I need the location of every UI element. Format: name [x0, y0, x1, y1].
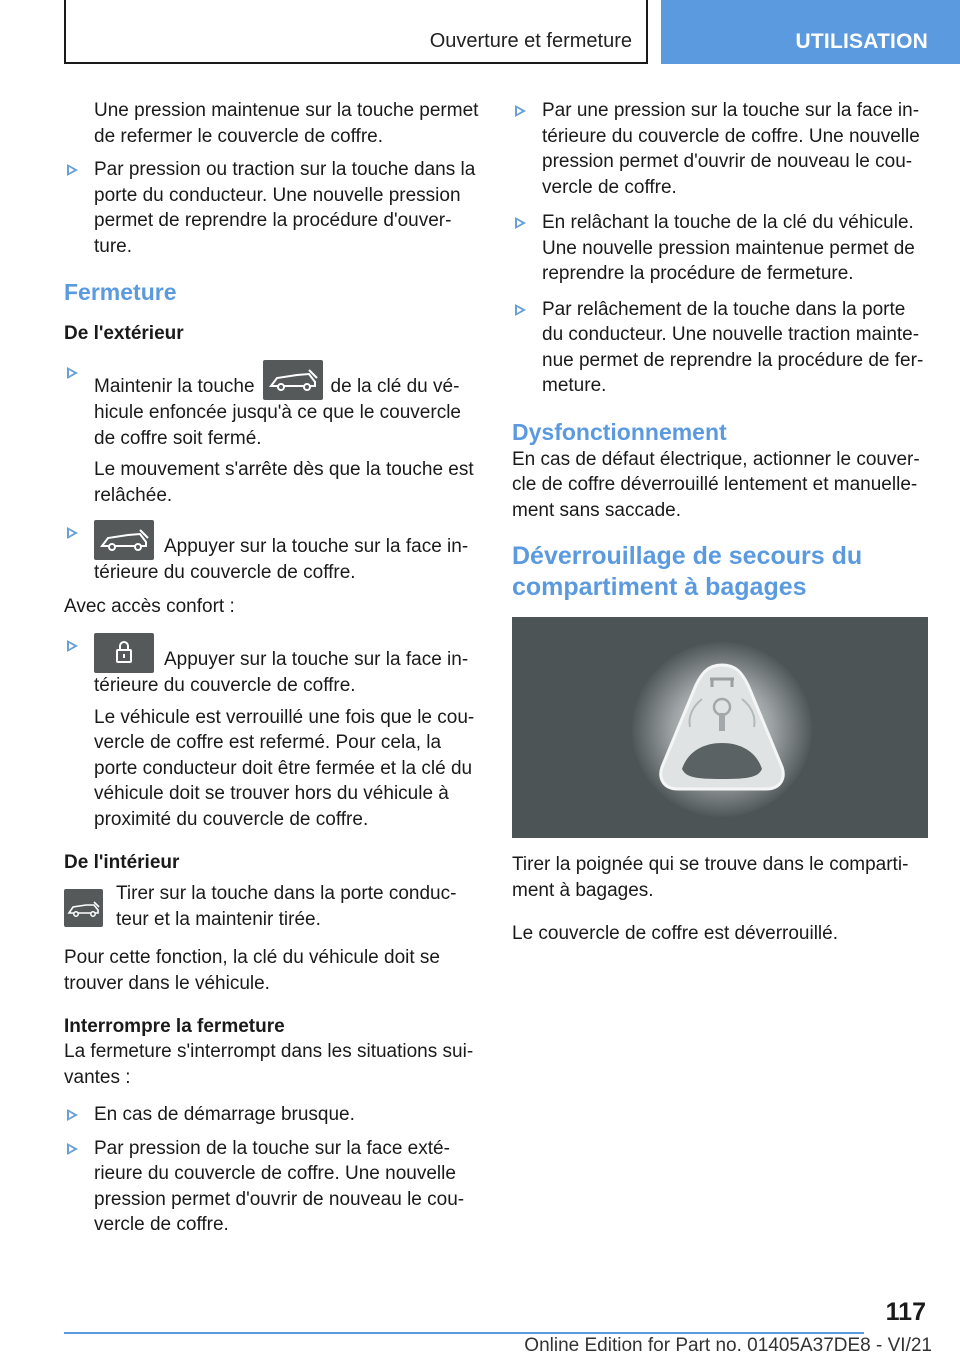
- footer-edition: Online Edition for Part no. 01405A37DE8 - VI/21: [524, 1335, 932, 1356]
- heading-deverrouillage-secours: Déverrouillage de secours du compartiment à bagages: [512, 542, 863, 601]
- list-item: Par une pression sur la touche sur la face intérieure du couvercle de coffre. Une nouvelle pression permet d'ouvrir de nouveau le couvercle de coffre.: [512, 98, 928, 200]
- list-item: Appuyer sur la touche sur la face intérieure du couvercle de coffre.: [64, 520, 480, 586]
- bullet-triangle-icon: [67, 367, 78, 379]
- interieur-block: Tirer sur la touche dans la porte conducteur et la maintenir tirée.: [64, 881, 480, 933]
- bullet-triangle-icon: [515, 304, 526, 316]
- list-item: Par relâchement de la touche dans la porte du conducteur. Une nouvelle traction maintenue permet de reprendre la procédure de fermeture.: [512, 297, 928, 399]
- chapter-title: UTILISATION: [795, 30, 928, 53]
- bullet-triangle-icon: [67, 527, 78, 539]
- trunk-car-icon: [263, 360, 323, 400]
- bullet-triangle-icon: [67, 1143, 78, 1155]
- bullet-triangle-icon: [515, 105, 526, 117]
- footer-divider: [64, 1332, 864, 1334]
- emergency-release-handle-photo: [512, 617, 928, 838]
- paragraph: Tirer la poignée qui se trouve dans le compartiment à bagages.: [512, 854, 909, 901]
- bullet-triangle-icon: [67, 1109, 78, 1121]
- heading-dysfonctionnement: Dysfonctionnement: [512, 418, 727, 445]
- paragraph: En cas de défaut électrique, actionner le couvercle de coffre déverrouillé lentement et manuellement sans saccade.: [512, 448, 920, 521]
- right-column: [512, 98, 928, 947]
- left-column: [64, 98, 480, 1238]
- lock-icon: [94, 633, 154, 673]
- emergency-release-handle-icon: [512, 617, 928, 838]
- list-item: Par pression ou traction sur la touche dans la porte du conducteur. Une nouvelle pression permet de reprendre la procédure d'ouverture.: [64, 157, 480, 259]
- bullet-triangle-icon: [515, 217, 526, 229]
- heading-interrompre: Interrompre la fermeture: [64, 1016, 285, 1037]
- trunk-car-icon: [94, 520, 154, 560]
- note: Le mouvement s'arrête dès que la touche est relâchée.: [94, 459, 474, 506]
- list-item: Maintenir la touche de la clé du véhicule enfoncée jusqu'à ce que le couvercle de coffre soit fermé. Le mouvement s'arrête dès que la touche est relâchée.: [64, 360, 480, 508]
- list-item: En cas de démarrage brusque.: [64, 1102, 480, 1128]
- paragraph: Avec accès confort :: [64, 595, 235, 617]
- bullet-triangle-icon: [67, 164, 78, 176]
- heading-fermeture: Fermeture: [64, 279, 177, 305]
- paragraph: Le couvercle de coffre est déverrouillé.: [512, 923, 838, 944]
- heading-interieur: De l'intérieur: [64, 852, 180, 873]
- paragraph: Pour cette fonction, la clé du véhicule doit se trouver dans le véhicule.: [64, 947, 441, 994]
- list-item: Appuyer sur la touche sur la face intérieure du couvercle de coffre. Le véhicule est verrouillé une fois que le couvercle de coffre est refermé. Pour cela, la porte conducteur doit être fermée et la clé du véhicule doit se trouver hors du véhicule à proximité du couvercle de coffre.: [64, 633, 480, 832]
- heading-exterieur: De l'extérieur: [64, 323, 184, 344]
- bullet-triangle-icon: [67, 640, 78, 652]
- list-item: Par pression de la touche sur la face extérieure du couvercle de coffre. Une nouvelle pression permet d'ouvrir de nouveau le couvercle de coffre.: [64, 1136, 480, 1238]
- trunk-car-icon: [64, 889, 103, 927]
- header-section-box: [64, 0, 648, 64]
- section-title: Ouverture et fermeture: [429, 30, 632, 52]
- list-item: En relâchant la touche de la clé du véhicule. Une nouvelle pression maintenue permet de reprendre la procédure de fermeture.: [512, 210, 928, 287]
- header-chapter-box: [661, 0, 960, 64]
- page-number: 117: [885, 1298, 926, 1326]
- paragraph: Une pression maintenue sur la touche permet de refermer le couvercle de coffre.: [94, 100, 479, 147]
- paragraph: La fermeture s'interrompt dans les situations suivantes :: [64, 1041, 474, 1088]
- note: Le véhicule est verrouillé une fois que le couvercle de coffre est refermé. Pour cela, la porte conducteur doit être fermée et la clé du véhicule doit se trouver hors du véhicule à proximité du couvercle de coffre.: [94, 706, 475, 830]
